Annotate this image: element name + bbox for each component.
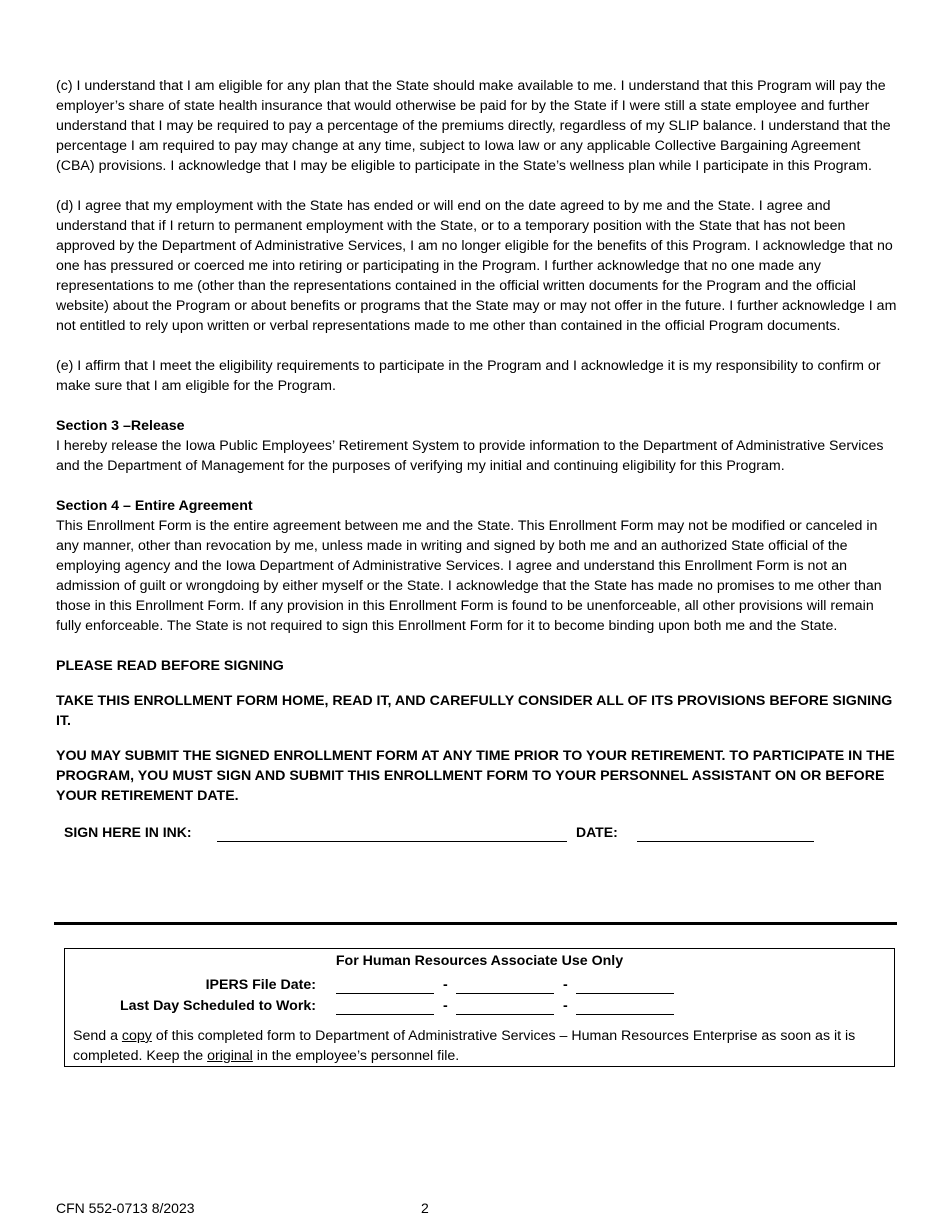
- section-3: [56, 416, 898, 476]
- form-number: CFN 552-0713 8/2023: [56, 1200, 195, 1216]
- note-copy: copy: [121, 1028, 152, 1044]
- section-3-body: I hereby release the Iowa Public Employees’ Retirement System to provide information to the Department of Administrative Services and the Department of Management for the purposes of verifying my initial and continuing eligibility for this Program.: [56, 438, 884, 474]
- last-day-day-field[interactable]: [456, 1014, 554, 1015]
- section-4-title: Section 4 – Entire Agreement: [56, 498, 253, 514]
- ipers-year-field[interactable]: [576, 993, 674, 994]
- note-part-1: Send a: [73, 1028, 122, 1044]
- last-day-dash-1: -: [443, 998, 448, 1014]
- paragraph-d: (d) I agree that my employment with the State has ended or will end on the date agreed to by me and the State. I agree and understand that if I return to permanent employment with the State, or to a temporary position with the State that has not been approved by the Department of Administrative Services, I am no longer eligible for the benefits of this Program. I acknowledge that no one has pressured or coerced me into retiring or participating in the Program. I further acknowledge that no one made any representations to me (other than the representations contained in the official written documents for the Program and the official website) about the Program or about benefits or programs that the State may or may not offer in the future. I further acknowledge I am not entitled to rely upon written or verbal representations made to me other than contained in the official Program documents.: [56, 198, 897, 334]
- last-day-label: Last Day Scheduled to Work:: [119, 998, 316, 1014]
- signature-field[interactable]: [217, 841, 567, 842]
- paragraph-e: (e) I affirm that I meet the eligibility requirements to participate in the Program and I acknowledge it is my responsibility to confirm or make sure that I am eligible for the Program.: [56, 358, 881, 394]
- ipers-dash-2: -: [563, 977, 568, 993]
- section-3-title: Section 3 –Release: [56, 418, 185, 434]
- ipers-file-date-label: IPERS File Date:: [205, 977, 316, 993]
- take-home-notice: TAKE THIS ENROLLMENT FORM HOME, READ IT, AND CAREFULLY CONSIDER ALL OF ITS PROVISIONS BEFORE SIGNING IT.: [56, 693, 893, 729]
- signature-row: [56, 822, 898, 848]
- note-part-3: in the employee’s personnel file.: [252, 1048, 460, 1064]
- last-day-dash-2: -: [563, 998, 568, 1014]
- paragraph-c: (c) I understand that I am eligible for any plan that the State should make available to me. I understand that this Program will pay the employer’s share of state health insurance that would otherwise be paid for by the State if I were still a state employee and further understand that I may be required to pay a percentage of the premiums directly, regardless of my SLIP balance. I understand that the percentage I am required to pay may change at any time, subject to Iowa law or any applicable Collective Bargaining Agreement (CBA) provisions. I acknowledge that I may be eligible to participate in the State’s wellness plan while I participate in this Program.: [56, 78, 891, 174]
- section-4: [56, 496, 898, 636]
- ipers-month-field[interactable]: [336, 993, 434, 994]
- last-day-year-field[interactable]: [576, 1014, 674, 1015]
- section-divider: [54, 922, 897, 925]
- ipers-dash-1: -: [443, 977, 448, 993]
- sign-label: SIGN HERE IN INK:: [64, 824, 192, 840]
- submit-notice: YOU MAY SUBMIT THE SIGNED ENROLLMENT FORM AT ANY TIME PRIOR TO YOUR RETIREMENT. TO PARTICIPATE IN THE PROGRAM, YOU MUST SIGN AND SUBMIT THIS ENROLLMENT FORM TO YOUR PERSONNEL ASSISTANT ON OR BEFORE YOUR RETIREMENT DATE.: [56, 748, 895, 804]
- note-original: original: [207, 1048, 253, 1064]
- ipers-file-date-row: [65, 975, 894, 995]
- section-4-body: This Enrollment Form is the entire agreement between me and the State. This Enrollment Form may not be modified or canceled in any manner, other than revocation by me, unless made in writing and signed by both me and an authorized State official of the employing agency and the Iowa Department of Administrative Services. I agree and understand this Enrollment Form is not an admission of guilt or wrongdoing by either myself or the State. I acknowledge that the State has made no promises to me other than those in this Enrollment Form. If any provision in this Enrollment Form is found to be unenforceable, all other provisions will remain fully enforceable. The State is not required to sign this Enrollment Form for it to become binding upon both me and the State.: [56, 518, 882, 634]
- form-body: [56, 76, 898, 848]
- date-field[interactable]: [637, 841, 814, 842]
- ipers-day-field[interactable]: [456, 993, 554, 994]
- hr-box-title: For Human Resources Associate Use Only: [335, 953, 624, 969]
- last-day-month-field[interactable]: [336, 1014, 434, 1015]
- please-read-notice: PLEASE READ BEFORE SIGNING: [56, 658, 284, 674]
- page-number: 2: [421, 1200, 429, 1216]
- hr-box-instructions: [73, 1026, 888, 1066]
- note-part-2: of this completed form to Department of Administrative Services – Human Resources Enterprise as soon as it is completed. Keep the: [73, 1028, 856, 1064]
- hr-use-only-box: [64, 948, 895, 1067]
- date-label: DATE:: [576, 824, 618, 840]
- last-day-row: [65, 996, 894, 1016]
